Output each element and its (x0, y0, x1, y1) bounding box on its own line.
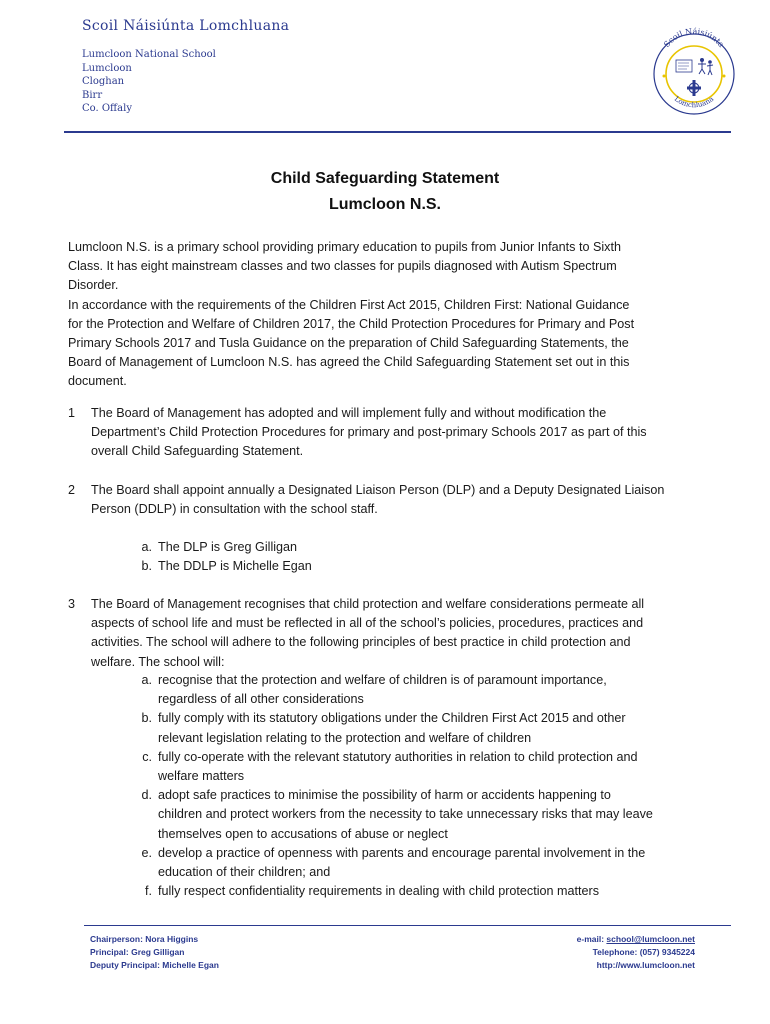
intro-line: Board of Management of Lumcloon N.S. has agreed the Child Safeguarding Statement set out in this (68, 355, 630, 370)
intro-line: document. (68, 374, 127, 389)
list-label: b. (141, 559, 152, 574)
item-3-text (91, 595, 644, 672)
list-text: fully co-operate with the relevant statutory authorities in relation to child protection and (158, 749, 638, 764)
item-line: The Board of Management recognises that child protection and welfare considerations permeate all (91, 597, 645, 611)
list-text: welfare matters (158, 768, 245, 783)
item-2-text (91, 481, 664, 519)
item-line: The Board of Management has adopted and will implement fully and without modification the (91, 406, 607, 420)
item-line: Department’s Child Protection Procedures for primary and post-primary Schools 2017 as part of this (91, 425, 647, 440)
list-text: adopt safe practices to minimise the possibility of harm or accidents happening to (158, 788, 611, 803)
address-line: Birr (82, 89, 103, 101)
list-label: a. (141, 540, 152, 554)
list-label: e. (141, 845, 152, 860)
item-line: activities. The school will adhere to the following principles of best practice in child protection and (91, 635, 631, 650)
item-number: 3 (68, 597, 76, 611)
list-label: c. (142, 749, 152, 764)
list-label: b. (141, 711, 152, 726)
celtic-cross-icon (687, 80, 701, 96)
address-line: Cloghan (82, 76, 125, 87)
intro-line: for the Protection and Welfare of Children 2017, the Child Protection Procedures for Primary and Post (68, 316, 635, 331)
footer-principal: Principal: Greg Gilligan (90, 947, 185, 957)
children-figures-icon (698, 58, 713, 75)
footer-chairperson: Chairperson: Nora Higgins (90, 934, 199, 944)
footer-rule (84, 925, 731, 926)
item-number: 1 (68, 406, 76, 420)
item-1-text (91, 404, 647, 462)
list-text: regardless of all other considerations (158, 692, 364, 707)
intro-line: In accordance with the requirements of the Children First Act 2015, Children First: National Guidance (68, 297, 630, 312)
document-subtitle: Lumcloon N.S. (329, 196, 441, 213)
item-line: welfare. The school will: (91, 654, 225, 669)
header-rule (64, 131, 731, 133)
logo-text-top: Scoil Náisiúnta (662, 26, 726, 50)
list-text: develop a practice of openness with parents and encourage parental involvement in the (158, 845, 646, 860)
document-title: Child Safeguarding Statement (270, 170, 500, 187)
list-label: f. (145, 884, 152, 899)
intro-paragraph (68, 238, 718, 392)
list-text: The DDLP is Michelle Egan (158, 559, 312, 574)
item-line: overall Child Safeguarding Statement. (91, 444, 304, 459)
intro-line: Class. It has eight mainstream classes and two classes for pupils diagnosed with Autism Spectrum (68, 259, 617, 274)
item-line: The Board shall appoint annually a Designated Liaison Person (DLP) and a Deputy Designated Liaison (91, 483, 665, 497)
list-text: education of their children; and (158, 864, 331, 879)
address-line: Lumcloon (82, 62, 132, 74)
intro-line: Disorder. (68, 278, 119, 293)
footer-contact (577, 933, 695, 972)
list-text: fully respect confidentiality requirements in dealing with child protection matters (158, 884, 599, 899)
school-crest-logo (652, 14, 736, 122)
footer-email-row (577, 933, 695, 946)
item-line: Person (DDLP) in consultation with the school staff. (91, 502, 378, 517)
list-text: The DLP is Greg Gilligan (158, 540, 298, 554)
item-number: 2 (68, 483, 76, 497)
school-name: Scoil Náisiúnta Lomchluana (82, 18, 290, 34)
school-address (82, 48, 216, 116)
item-line: aspects of school life and must be reflected in all of the school’s policies, procedures, practices and (91, 616, 644, 631)
list-text: recognise that the protection and welfare of children is of paramount importance, (158, 673, 607, 687)
footer-staff (90, 933, 219, 972)
footer-website-link[interactable]: http://www.lumcloon.net (596, 960, 695, 970)
list-text: fully comply with its statutory obligations under the Children First Act 2015 and other (158, 711, 626, 726)
list-label: a. (141, 673, 152, 687)
list-text: children and protect workers from the necessity to take unnecessary risks that may leave (158, 807, 653, 822)
logo-text-bottom: Lomchluana (672, 94, 716, 110)
intro-line: Primary Schools 2017 and Tusla Guidance on the preparation of Child Safeguarding Statements, the (68, 335, 629, 350)
address-line: Lumcloon National School (82, 49, 216, 60)
list-label: d. (141, 788, 152, 803)
footer-email-link[interactable]: school@lumcloon.net (606, 934, 695, 944)
footer-deputy: Deputy Principal: Michelle Egan (90, 960, 219, 970)
footer-email-label: e-mail: (576, 934, 607, 944)
address-line: Co. Offaly (82, 103, 132, 114)
list-text: themselves open to accusations of abuse or neglect (158, 826, 448, 841)
intro-line: Lumcloon N.S. is a primary school providing primary education to pupils from Junior Infants to Sixth (68, 240, 621, 254)
book-icon (676, 60, 692, 72)
list-text: relevant legislation relating to the protection and welfare of children (158, 730, 532, 745)
footer-telephone: Telephone: (057) 9345224 (592, 947, 695, 957)
